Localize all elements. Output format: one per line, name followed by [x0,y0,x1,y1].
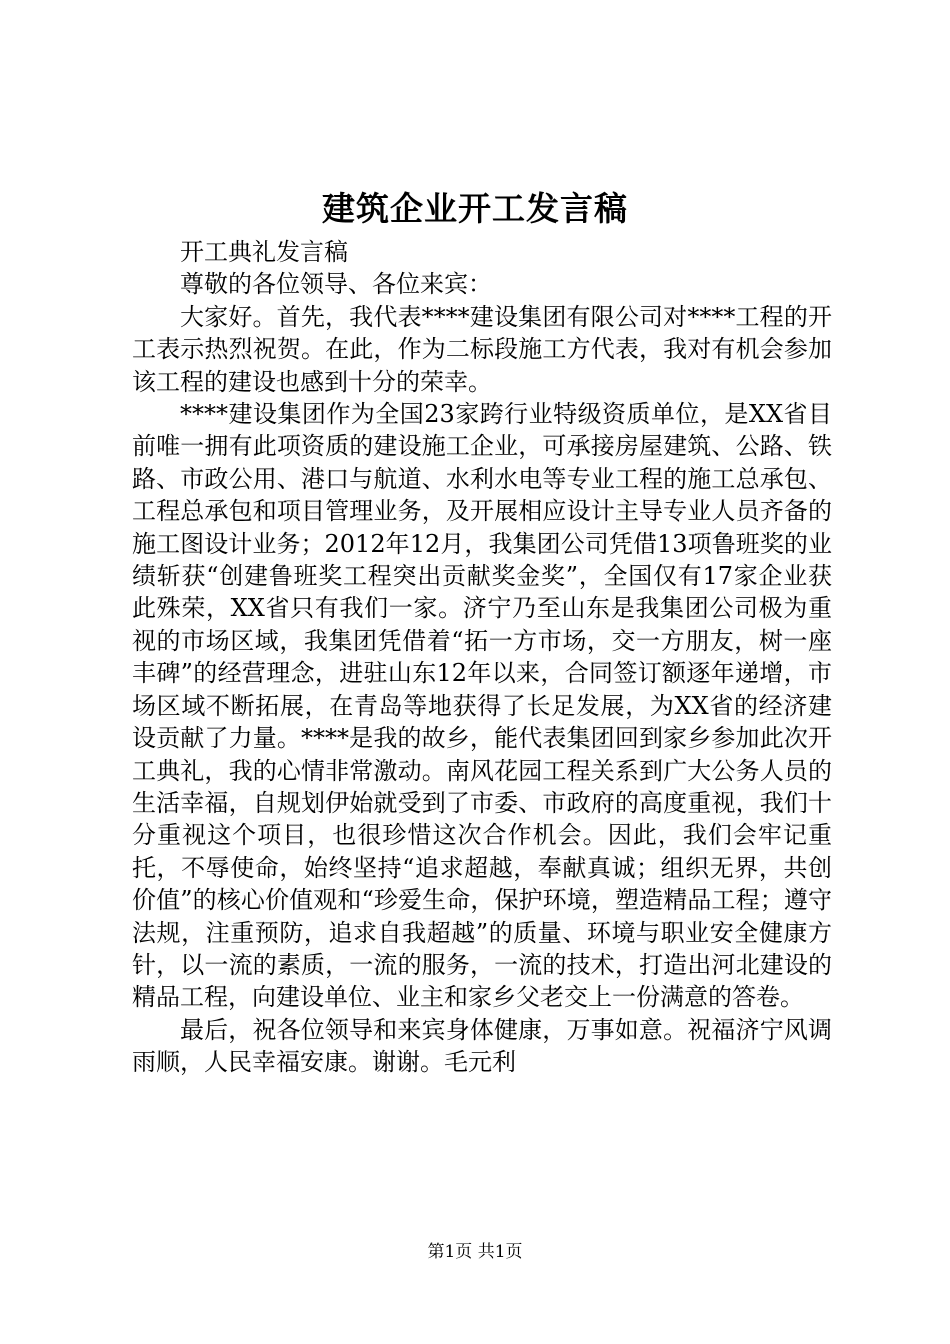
document-title: 建筑企业开工发言稿 [322,189,628,228]
greeting-paragraph: 大家好。首先，我代表****建设集团有限公司对****工程的开工表示热烈祝贺。在此，作为二标段施工方代表，我对有机会参加该工程的建设也感到十分的荣幸。 [132,302,832,396]
document-body [132,236,832,1079]
page-footer: 第1页 共1页 [427,1242,523,1262]
subtitle-paragraph: 开工典礼发言稿 [180,238,348,266]
closing-paragraph: 最后，祝各位领导和来宾身体健康，万事如意。祝福济宁风调雨顺，人民幸福安康。谢谢。毛元利 [132,1015,832,1077]
main-paragraph: ****建设集团作为全国23家跨行业特级资质单位，是XX省目前唯一拥有此项资质的建设施工企业，可承接房屋建筑、公路、铁路、市政公用、港口与航道、水利水电等专业工程的施工总承包、工程总承包和项目管理业务，及开展相应设计主导专业人员齐备的施工图设计业务；2012年12月，我集团公司凭借13项鲁班奖的业绩斩获“创建鲁班奖工程突出贡献奖金奖”，全国仅有17家企业获此殊荣，XX省只有我们一家。济宁乃至山东是我集团公司极为重视的市场区域，我集团凭借着“拓一方市场，交一方朋友，树一座丰碑”的经营理念，进驻山东12年以来，合同签订额逐年递增，市场区域不断拓展，在青岛等地获得了长足发展，为XX省的经济建设贡献了力量。****是我的故乡，能代表集团回到家乡参加此次开工典礼，我的心情非常激动。南风花园工程关系到广大公务人员的生活幸福，自规划伊始就受到了市委、市政府的高度重视，我们十分重视这个项目，也很珍惜这次合作机会。因此，我们会牢记重托，不辱使命，始终坚持“追求超越，奉献真诚；组织无界，共创价值”的核心价值观和“珍爱生命，保护环境，塑造精品工程；遵守法规，注重预防，追求自我超越”的质量、环境与职业安全健康方针，以一流的素质，一流的服务，一流的技术，打造出河北建设的精品工程，向建设单位、业主和家乡父老交上一份满意的答卷。 [132,400,832,1012]
salutation-paragraph: 尊敬的各位领导、各位来宾： [180,270,492,299]
